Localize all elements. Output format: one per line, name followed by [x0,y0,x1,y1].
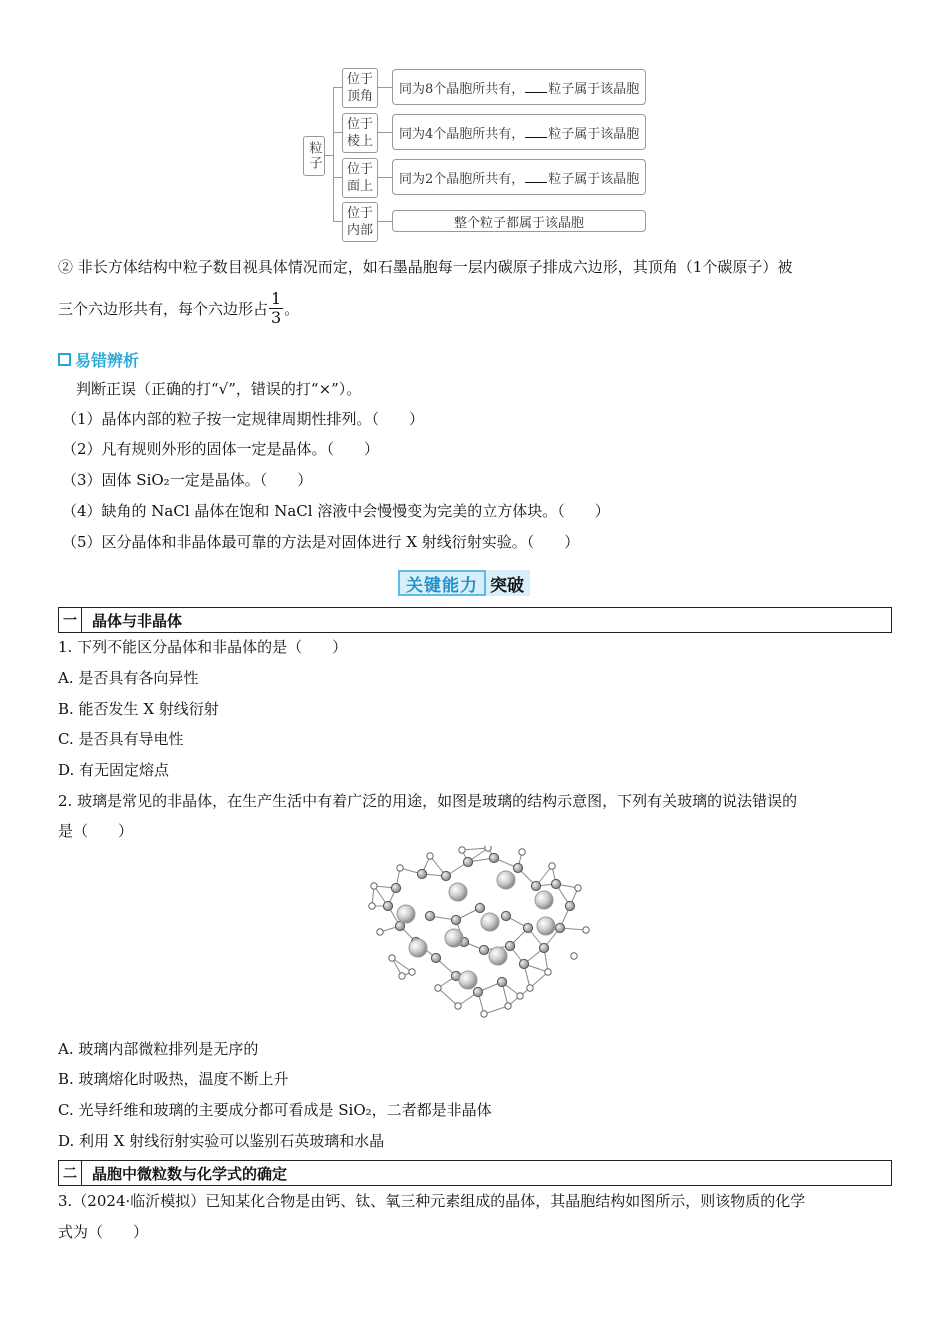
branch-vertex: 位于 顶角 [342,68,378,108]
silicon-atom [551,879,560,888]
branch-edge: 位于 棱上 [342,113,378,153]
silicon-atom [417,869,426,878]
connector [333,87,334,221]
question-3-stem-line-1: 3.（2024·临沂模拟）已知某化合物是由钙、钛、氧三种元素组成的晶体，其晶胞结构如图所示，则该物质的化学 [58,1192,806,1210]
topic-number: 二 [59,1161,82,1185]
mistake-item-1: （1）晶体内部的粒子按一定规律周期性排列。（ ） [62,410,425,428]
mistake-item-3: （3）固体 SiO₂一定是晶体。（ ） [62,471,313,489]
oxygen-atom [545,969,551,975]
oxygen-atom [369,903,375,909]
silicon-atom [425,911,434,920]
mistakes-intro: 判断正误（正确的打“√”，错误的打“×”）。 [76,380,362,398]
topic-number: 一 [59,608,82,632]
connector [324,155,333,156]
oxygen-atom [435,985,441,991]
question-1-option-c[interactable]: C. 是否具有导电性 [58,730,184,748]
leaf-edge-desc: 同为4个晶胞所共有， 粒子属于该晶胞 [392,114,646,150]
question-1-option-b[interactable]: B. 能否发生 X 射线衍射 [58,700,219,718]
question-2-option-b[interactable]: B. 玻璃熔化时吸热，温度不断上升 [58,1070,289,1088]
oxygen-atom [371,883,377,889]
silicon-atom [463,857,472,866]
oxygen-atom [519,849,525,855]
banner-part-2: 突破 [486,570,530,596]
silicon-atom [431,953,440,962]
mistake-item-2: （2）凡有规则外形的固体一定是晶体。（ ） [62,440,380,458]
connector [333,221,342,222]
cation-sphere [489,947,507,965]
cation-sphere [449,883,467,901]
oxygen-atom [377,929,383,935]
oxygen-atom [571,953,577,959]
cation-sphere [535,891,553,909]
oxygen-atom [399,973,405,979]
silicon-atom [391,883,400,892]
leaf-face-desc: 同为2个晶胞所共有， 粒子属于该晶胞 [392,159,646,195]
mistake-item-5: （5）区分晶体和非晶体最可靠的方法是对固体进行 X 射线衍射实验。（ ） [62,533,580,551]
note-line-2: 三个六边形共有，每个六边形占 $\frac{1}{3}$ 。 [58,289,300,327]
cation-sphere [459,971,477,989]
connector [377,177,392,178]
cation-sphere [397,905,415,923]
answer-blank[interactable] [525,82,547,93]
question-2-option-d[interactable]: D. 利用 X 射线衍射实验可以鉴别石英玻璃和水晶 [58,1132,385,1150]
answer-blank[interactable] [525,172,547,183]
key-ability-banner [398,570,530,596]
oxygen-atom [517,993,523,999]
branch-face: 位于 面上 [342,158,378,198]
silicon-atom [383,901,392,910]
oxygen-atom [427,853,433,859]
oxygen-atom [583,927,589,933]
silicon-atom [451,915,460,924]
question-1-stem: 1. 下列不能区分晶体和非晶体的是（ ） [58,638,348,656]
question-3-stem-line-2: 式为（ ） [58,1223,149,1241]
leaf-interior-desc: 整个粒子都属于该晶胞 [392,210,646,232]
topic-header-1 [58,607,892,633]
oxygen-atom [549,863,555,869]
silicon-atom [523,923,532,932]
section-title-mistakes: 易错辨析 [58,348,139,371]
connector [377,87,392,88]
cation-sphere [537,917,555,935]
question-1-option-a[interactable]: A. 是否具有各向异性 [58,669,199,687]
fraction-one-third: $\frac{1}{3}$ [271,289,282,327]
topic-header-2 [58,1160,892,1186]
silicon-atom [501,911,510,920]
oxygen-atom [455,1003,461,1009]
silicon-atom [565,901,574,910]
connector [333,87,342,88]
oxygen-atom [397,865,403,871]
silicon-atom [497,977,506,986]
bond [462,848,488,850]
oxygen-atom [527,985,533,991]
oxygen-atom [389,955,395,961]
branch-interior: 位于 内部 [342,202,378,242]
oxygen-atom [481,1011,487,1017]
silicon-atom [441,871,450,880]
silicon-atom [489,853,498,862]
cation-sphere [445,929,463,947]
silicon-atom [473,987,482,996]
question-1-option-d[interactable]: D. 有无固定熔点 [58,761,170,779]
bond [438,988,458,1006]
question-2-option-c[interactable]: C. 光导纤维和玻璃的主要成分都可看成是 SiO₂，二者都是非晶体 [58,1101,492,1119]
cation-sphere [481,913,499,931]
connector [333,132,342,133]
oxygen-atom [575,885,581,891]
question-2-stem-line-2: 是（ ） [58,822,134,840]
oxygen-atom [409,969,415,975]
silicon-atom [475,903,484,912]
checkbox-icon [58,353,71,366]
particle-attribution-diagram [300,62,660,244]
oxygen-atom [485,846,491,851]
silicon-atom [505,941,514,950]
topic-title: 晶体与非晶体 [92,611,183,630]
bond [484,1006,508,1014]
mistake-item-4: （4）缺角的 NaCl 晶体在饱和 NaCl 溶液中会慢慢变为完美的立方体块。（ ） [62,502,610,520]
question-2-option-a[interactable]: A. 玻璃内部微粒排列是无序的 [58,1040,259,1058]
banner-part-1: 关键能力 [398,570,486,596]
note-line-1: ② 非长方体结构中粒子数目视具体情况而定，如石墨晶胞每一层内碳原子排成六边形，其顶角（1个碳原子）被 [58,258,793,276]
silicon-atom [519,959,528,968]
silicon-atom [555,923,564,932]
silicon-atom [513,863,522,872]
silicon-atom [531,881,540,890]
silicon-atom [539,943,548,952]
topic-title: 晶胞中微粒数与化学式的确定 [92,1164,288,1183]
diagram-root-particle: 粒子 [303,136,325,176]
cation-sphere [497,871,515,889]
answer-blank[interactable] [525,127,547,138]
cation-sphere [409,939,427,957]
oxygen-atom [505,1003,511,1009]
glass-structure-figure [360,846,592,1026]
leaf-vertex-desc: 同为8个晶胞所共有， 粒子属于该晶胞 [392,69,646,105]
oxygen-atom [459,847,465,853]
connector [377,221,392,222]
connector [333,177,342,178]
question-2-stem-line-1: 2. 玻璃是常见的非晶体，在生产生活中有着广泛的用途，如图是玻璃的结构示意图，下列有关玻璃的说法错误的 [58,792,798,810]
silicon-atom [479,945,488,954]
connector [377,132,392,133]
